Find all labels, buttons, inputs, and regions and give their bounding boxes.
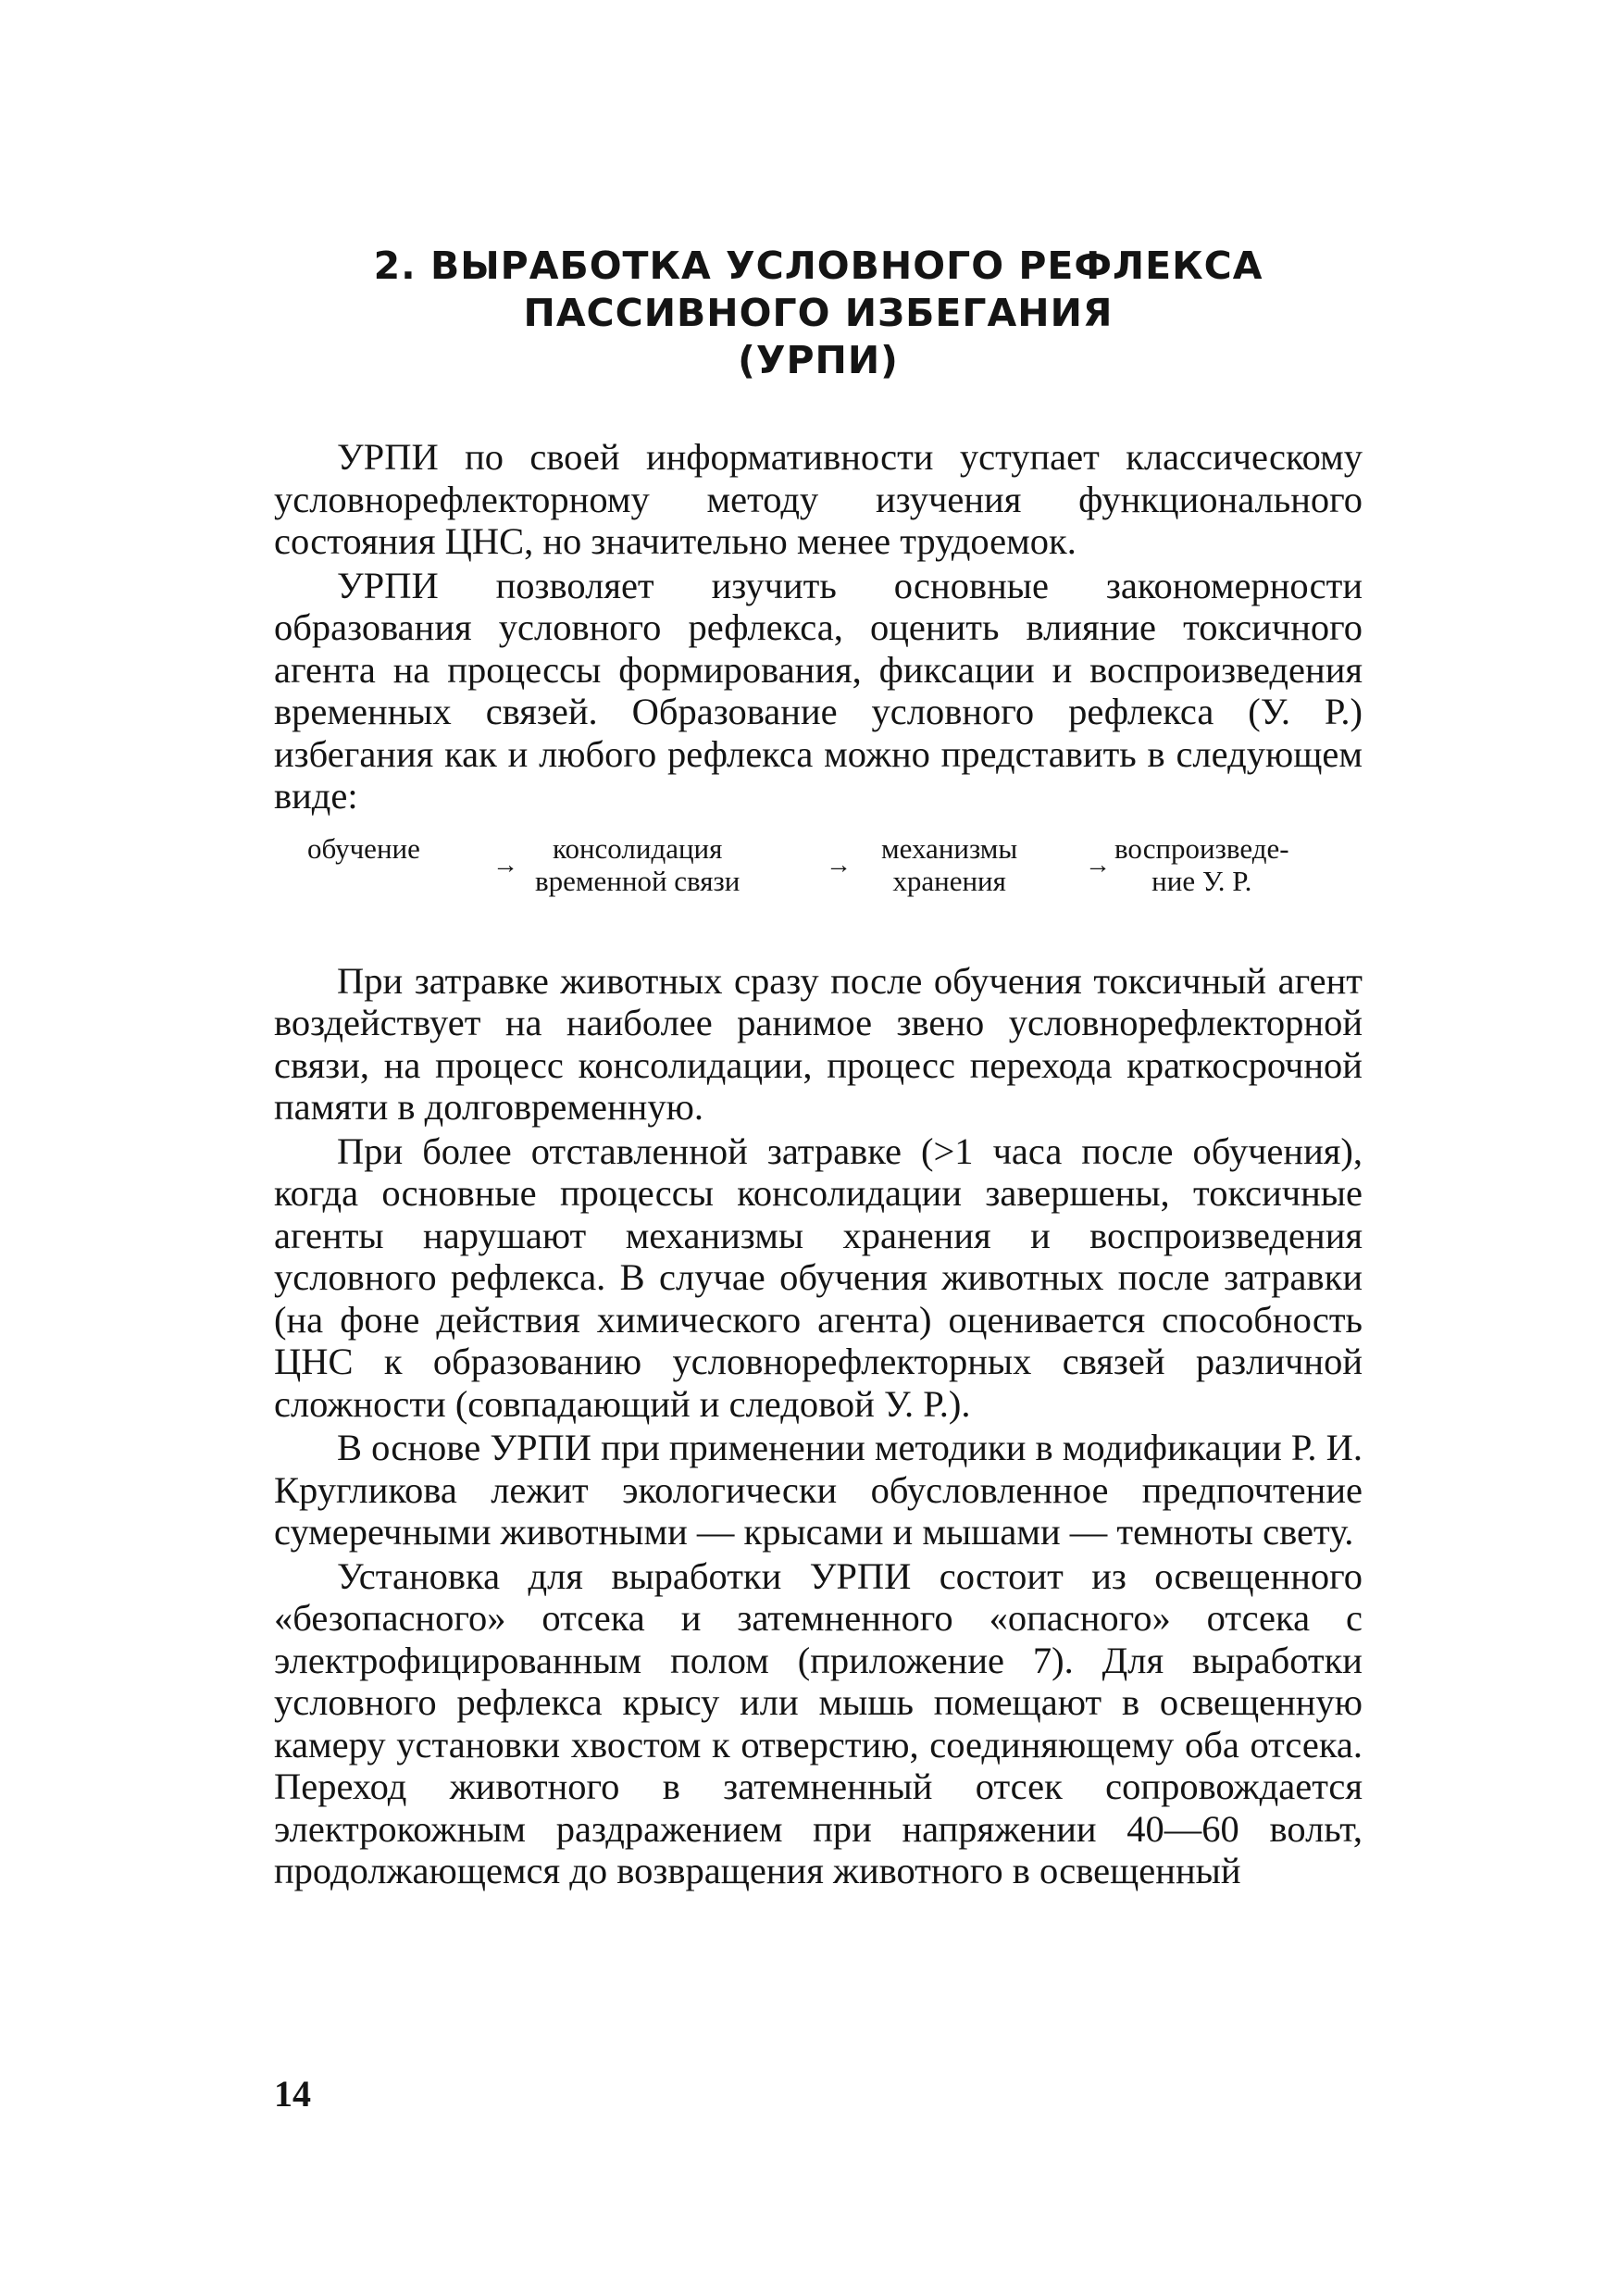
- title-line-3: (УРПИ): [738, 338, 899, 382]
- reflex-scheme: [274, 832, 1363, 906]
- paragraph-4: При более отставленной затравке (>1 часа после обучения), когда основные процессы консолидации завершены, токсичные агенты нарушают механизмы хранения и воспроизведения условного рефлекса. В случае обучения животных после затравки (на фоне действия химического агента) оценивается способность ЦНС к образованию условнорефлекторных связей различной сложности (совпадающий и следовой У. Р.).: [274, 1129, 1363, 1425]
- paragraph-3: При затравке животных сразу после обучения токсичный агент воздействует на наиболее ранимое звено условнорефлекторной связи, на процесс консолидации, процесс перехода краткосрочной памяти в долговременную.: [274, 959, 1363, 1128]
- scheme-step-storage: механизмы хранения: [881, 831, 1018, 897]
- title-line-1: 2. ВЫРАБОТКА УСЛОВНОГО РЕФЛЕКСА: [373, 243, 1263, 288]
- scheme-step-reproduction: воспроизведе- ние У. Р.: [1114, 831, 1289, 897]
- scheme-step-consolidation: консолидация временной связи: [535, 831, 741, 897]
- paragraph-2: УРПИ позволяет изучить основные закономерности образования условного рефлекса, оценить влияние токсичного агента на процессы формирования, фиксации и воспроизведения временных связей. Образование условного рефлекса (У. Р.) избегания как и любого рефлекса можно представить в следующем виде:: [274, 564, 1363, 817]
- arrow-icon: →: [826, 850, 852, 880]
- arrow-icon: →: [1085, 850, 1111, 880]
- paragraph-6: Установка для выработки УРПИ состоит из освещенного «безопасного» отсека и затемненного «опасного» отсека с электрофицированным полом (приложение 7). Для выработки условного рефлекса крысу или мышь помещают в освещенную камеру установки хвостом к отверстию, соединяющему оба отсека. Переход животного в затемненный отсек сопровождается электрокожным раздражением при напряжении 40—60 вольт, продолжающемся до возвращения животного в освещенный: [274, 1554, 1363, 1891]
- scheme-step-learning: обучение: [307, 831, 420, 865]
- paragraph-1: УРПИ по своей информативности уступает классическому условнорефлекторному методу изучения функционального состояния ЦНС, но значительно менее трудоемок.: [274, 436, 1363, 562]
- title-line-2: ПАССИВНОГО ИЗБЕГАНИЯ: [523, 291, 1114, 335]
- page-body: [274, 243, 1363, 1892]
- section-title: [274, 243, 1363, 384]
- paragraph-5: В основе УРПИ при применении методики в модификации Р. И. Кругликова лежит экологически обусловленное предпочтение сумеречными животными — крысами и мышами — темноты свету.: [274, 1427, 1363, 1553]
- page-number: 14: [274, 2073, 311, 2115]
- arrow-icon: →: [492, 850, 518, 880]
